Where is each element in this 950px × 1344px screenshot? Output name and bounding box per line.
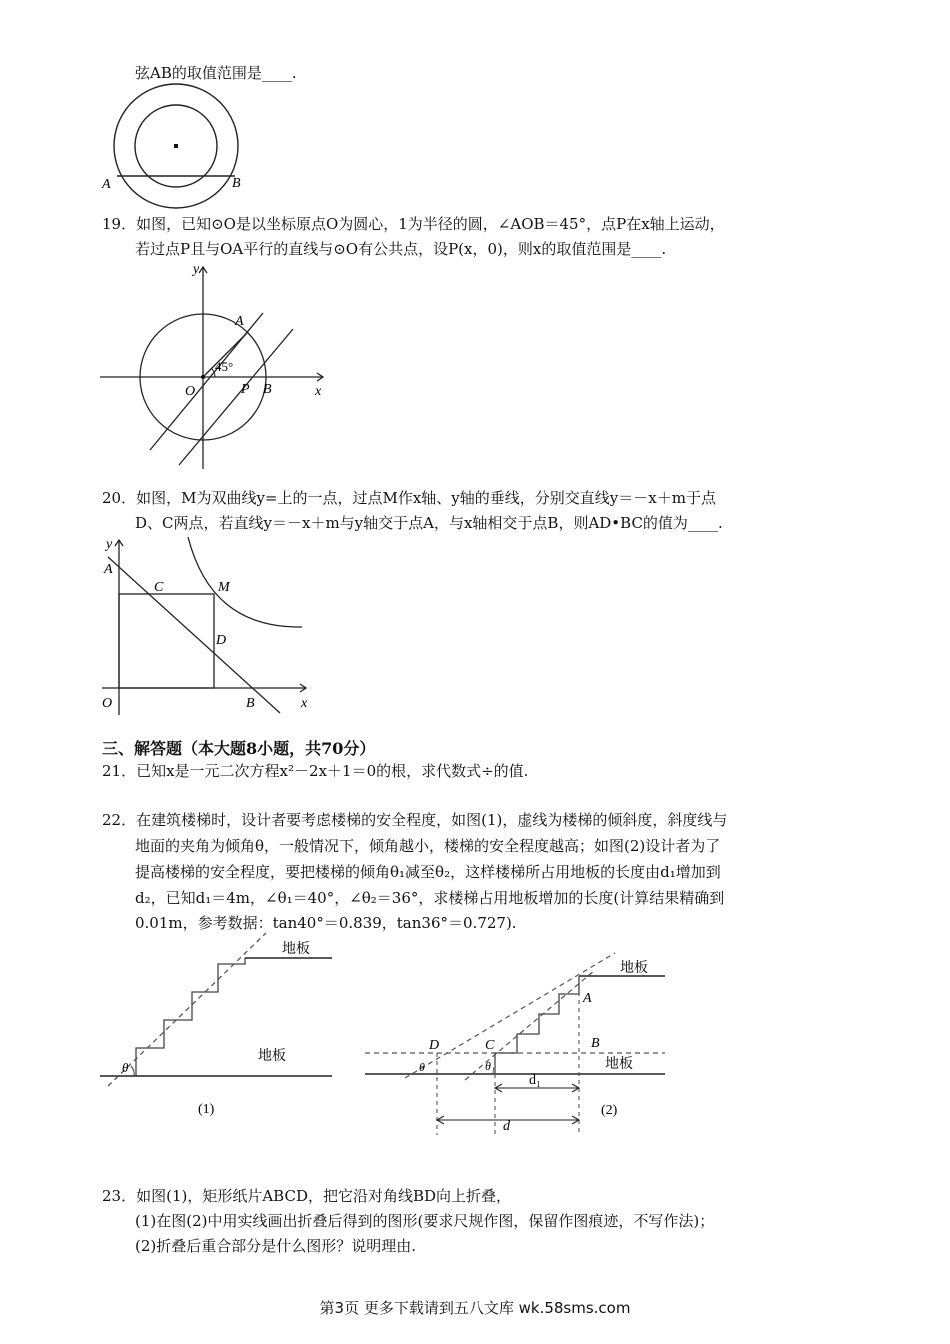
q22-fig1-theta: θ: [122, 1060, 129, 1075]
q19-label-b: B: [263, 382, 272, 397]
q22-fig2-c: C: [485, 1038, 495, 1053]
q20-label-y: y: [106, 537, 113, 552]
q20-label-b: B: [246, 696, 255, 711]
q20-label-m: M: [218, 580, 230, 595]
q23-line3: (2)折叠后重合部分是什么图形？说明理由.: [135, 1237, 417, 1255]
q23-line2: (1)在图(2)中用实线画出折叠后得到的图形(要求尺规作图，保留作图痕迹，不写作法)；: [135, 1212, 715, 1230]
q22-fig1-caption: (1): [198, 1102, 215, 1117]
q22-fig2-d1: d₁: [529, 1073, 541, 1088]
q22-line2: 地面的夹角为倾角θ，一般情况下，倾角越小，楼梯的安全程度越高；如图(2)设计者为了: [135, 837, 721, 855]
q20-figure: [98, 535, 318, 720]
q22-line5: 0.01m，参考数据：tan40°＝0.839，tan36°＝0.727).: [135, 914, 517, 932]
q20-label-a: A: [104, 562, 113, 577]
q23-line1: 23．如图(1)，矩形纸片ABCD，把它沿对角线BD向上折叠，: [102, 1187, 512, 1205]
q18-label-b: B: [232, 176, 241, 191]
q20-line2: D、C两点，若直线y＝－x＋m与y轴交于点A，与x轴相交于点B，则AD•BC的值为____.: [135, 514, 723, 532]
q22-fig2-a: A: [583, 991, 592, 1006]
q20-label-o: O: [102, 696, 113, 711]
q22-fig2-b: B: [591, 1036, 600, 1051]
q22-line4: d₂，已知d₁＝4m，∠θ₁＝40°，∠θ₂＝36°，求楼梯占用地板增加的长度(计算结果精确到: [135, 889, 725, 907]
q21-text: 21．已知x是一元二次方程x²－2x＋1＝0的根，求代数式÷的值.: [102, 762, 529, 780]
q18-figure: [100, 90, 260, 200]
q22-line1: 22．在建筑楼梯时，设计者要考虑楼梯的安全程度，如图(1)，虚线为楼梯的倾斜度，斜度线与: [102, 811, 728, 829]
q22-fig2-theta1: θ₁: [485, 1059, 496, 1073]
q18-label-a: A: [102, 177, 111, 192]
q22-fig2-caption: (2): [601, 1103, 618, 1118]
q18-text: 弦AB的取值范围是____.: [135, 64, 297, 82]
q19-label-o: O: [185, 384, 196, 399]
q22-line3: 提高楼梯的安全程度，要把楼梯的倾角θ₁减至θ₂，这样楼梯所占用地板的长度由d₁增加到: [135, 863, 721, 881]
q19-figure: [95, 255, 335, 475]
section-3-heading: 三、解答题（本大题8小题，共70分）: [102, 739, 376, 758]
q22-fig2-theta: θ: [419, 1060, 425, 1074]
q20-label-d: D: [216, 633, 227, 648]
q19-label-y: y: [193, 262, 200, 277]
q22-figure-1: [100, 928, 340, 1128]
q22-fig1-floor-bottom: 地板: [258, 1049, 286, 1064]
q22-fig1-floor-top: 地板: [282, 942, 310, 957]
q19-label-p: P: [241, 382, 250, 397]
q22-fig2-dlen: d: [503, 1119, 510, 1134]
q19-line2: 若过点P且与OA平行的直线与⊙O有公共点，设P(x，0)，则x的取值范围是____.: [135, 240, 667, 258]
q19-label-angle: 45°: [215, 359, 234, 374]
q22-fig2-d: D: [429, 1038, 440, 1053]
page-footer: 第3页 更多下载请到五八文库 wk.58sms.com: [319, 1299, 631, 1317]
q19-line1: 19．如图，已知⊙O是以坐标原点O为圆心，1为半径的圆，∠AOB＝45°，点P在x轴上运动，: [102, 215, 725, 233]
q19-label-a: A: [235, 314, 244, 329]
q22-figure-2: [365, 950, 670, 1140]
q19-label-x: x: [315, 384, 322, 399]
q20-label-x: x: [301, 696, 308, 711]
q22-fig2-floor-top: 地板: [620, 961, 648, 976]
q20-line1: 20．如图，M为双曲线y=上的一点，过点M作x轴、y轴的垂线，分别交直线y＝－x＋m于点: [102, 489, 716, 507]
q22-fig2-floor-bottom: 地板: [605, 1057, 633, 1072]
q20-label-c: C: [154, 580, 164, 595]
